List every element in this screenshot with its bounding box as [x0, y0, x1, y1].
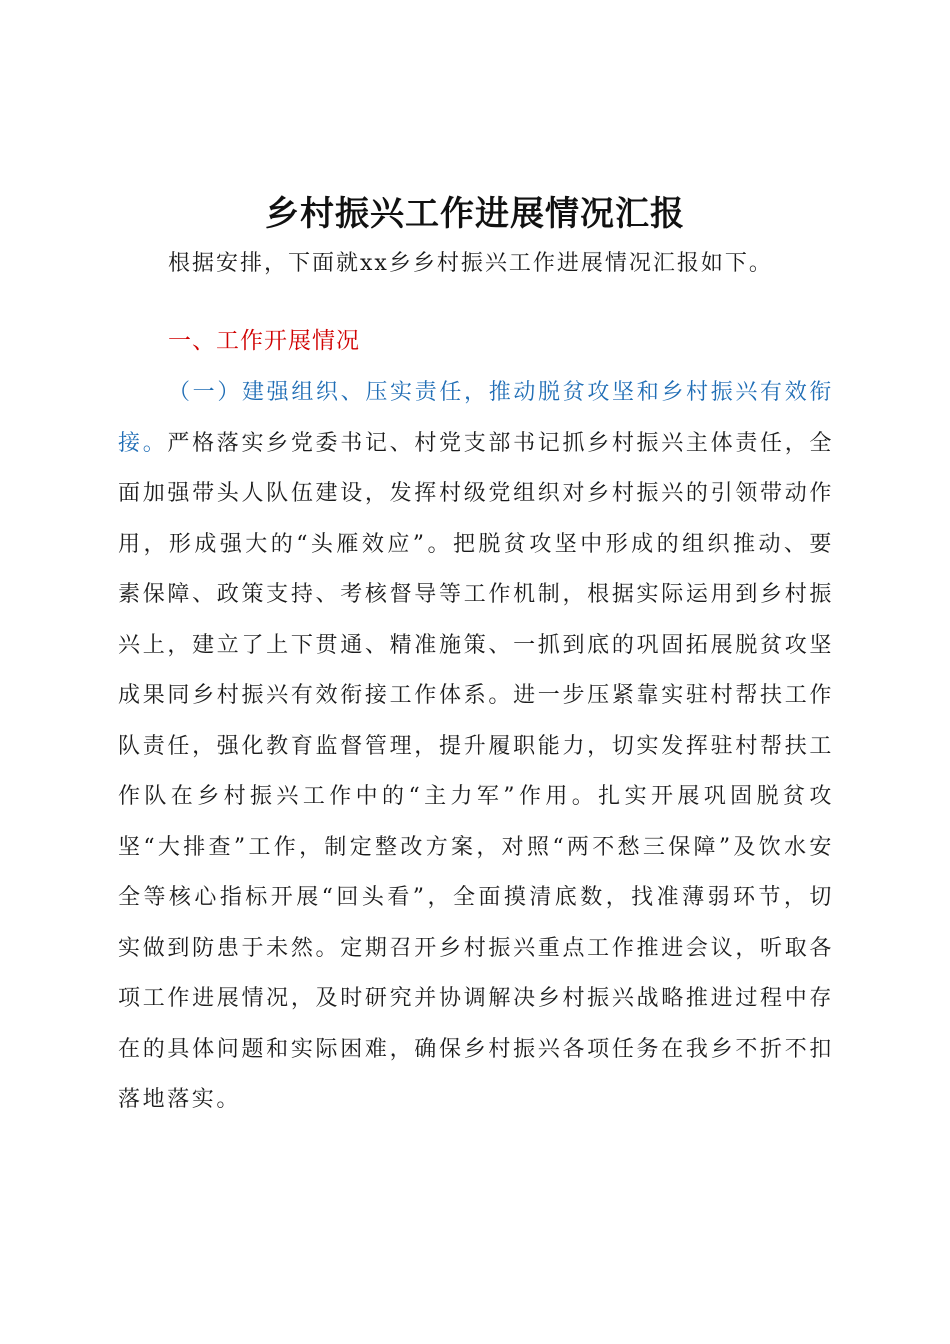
- subsection-body: 严格落实乡党委书记、村党支部书记抓乡村振兴主体责任，全面加强带头人队伍建设，发挥村级党组织对乡村振兴的引领带动作用，形成强大的“头雁效应”。把脱贫攻坚中形成的组织推动、要素保障、政策支持、考核督导等工作机制，根据实际运用到乡村振兴上，建立了上下贯通、精准施策、一抓到底的巩固拓展脱贫攻坚成果同乡村振兴有效衔接工作体系。进一步压紧靠实驻村帮扶工作队责任，强化教育监督管理，提升履职能力，切实发挥驻村帮扶工作队在乡村振兴工作中的“主力军”作用。扎实开展巩固脱贫攻坚“大排查”工作，制定整改方案，对照“两不愁三保障”及饮水安全等核心指标开展“回头看”，全面摸清底数，找准薄弱环节，切实做到防患于未然。定期召开乡村振兴重点工作推进会议，听取各项工作进展情况，及时研究并协调解决乡村振兴战略推进过程中存在的具体问题和实际困难，确保乡村振兴各项任务在我乡不折不扣落地落实。: [118, 430, 835, 1112]
- intro-paragraph: 根据安排，下面就xx乡乡村振兴工作进展情况汇报如下。: [168, 251, 773, 276]
- section-heading: 一、工作开展情况: [168, 328, 360, 354]
- subsection-heading: （一）建强组织、压实责任，推动脱贫攻坚和乡村振兴有效衔接。: [118, 380, 834, 456]
- document-title: 乡村振兴工作进展情况汇报: [265, 194, 685, 234]
- subsection-paragraph: [118, 368, 834, 1126]
